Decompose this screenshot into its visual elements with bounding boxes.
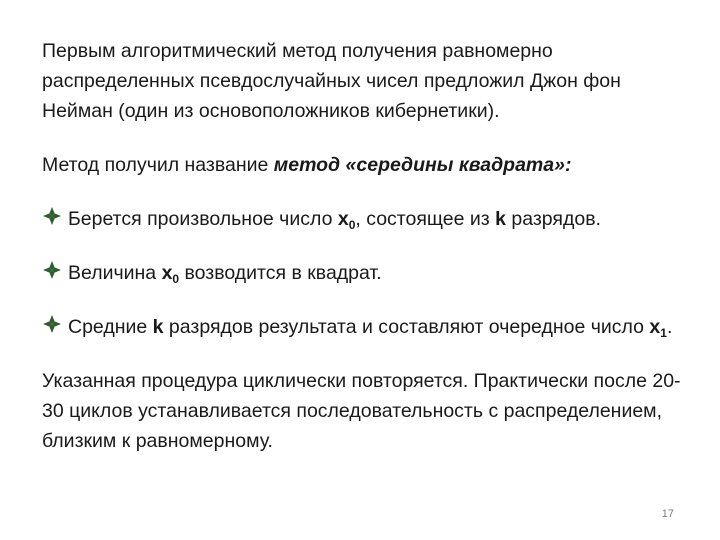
subscript: 1: [660, 326, 667, 340]
intro-paragraph: Первым алгоритмический метод получения равномерно распределенных псевдослучайных чисел предложил Джон фон Нейман (один из основоположников кибернетики).: [42, 40, 621, 122]
diamond-bullet-icon: [42, 314, 62, 334]
bullet-text: возводится в квадрат.: [179, 262, 382, 284]
bullet-text: разрядов.: [505, 208, 601, 230]
bullet-text: .: [666, 316, 673, 338]
diamond-bullet-icon: [42, 206, 62, 226]
bullet-text: Величина: [68, 262, 162, 284]
method-paragraph: [42, 150, 682, 180]
method-prefix: Метод получил название: [42, 154, 274, 176]
bullet-item-1: [42, 204, 682, 234]
variable-k: k: [152, 316, 164, 338]
variable-x: x: [337, 208, 349, 230]
bullet-text: , состоящее из: [355, 208, 496, 230]
outro-paragraph: Указанная процедура циклически повторяется. Практически после 20-30 циклов устанавливается последовательность с распределением, близким к равномерному.: [42, 370, 681, 452]
subscript: 0: [172, 272, 180, 286]
bullet-text: разрядов результата и составляют очередное число: [163, 316, 650, 338]
page-number: 17: [661, 508, 674, 520]
diamond-bullet-icon: [42, 260, 62, 280]
variable-k: k: [495, 208, 506, 230]
bullet-item-2: [42, 258, 682, 288]
variable-x: x: [161, 262, 173, 284]
subscript: 0: [348, 218, 356, 232]
bullet-text: Средние: [68, 316, 153, 338]
bullet-item-3: [42, 312, 682, 342]
bullet-text: Берется произвольное число: [68, 208, 338, 230]
method-name: метод «середины квадрата»:: [273, 154, 572, 176]
slide-content: [42, 36, 682, 456]
variable-x: x: [649, 316, 661, 338]
